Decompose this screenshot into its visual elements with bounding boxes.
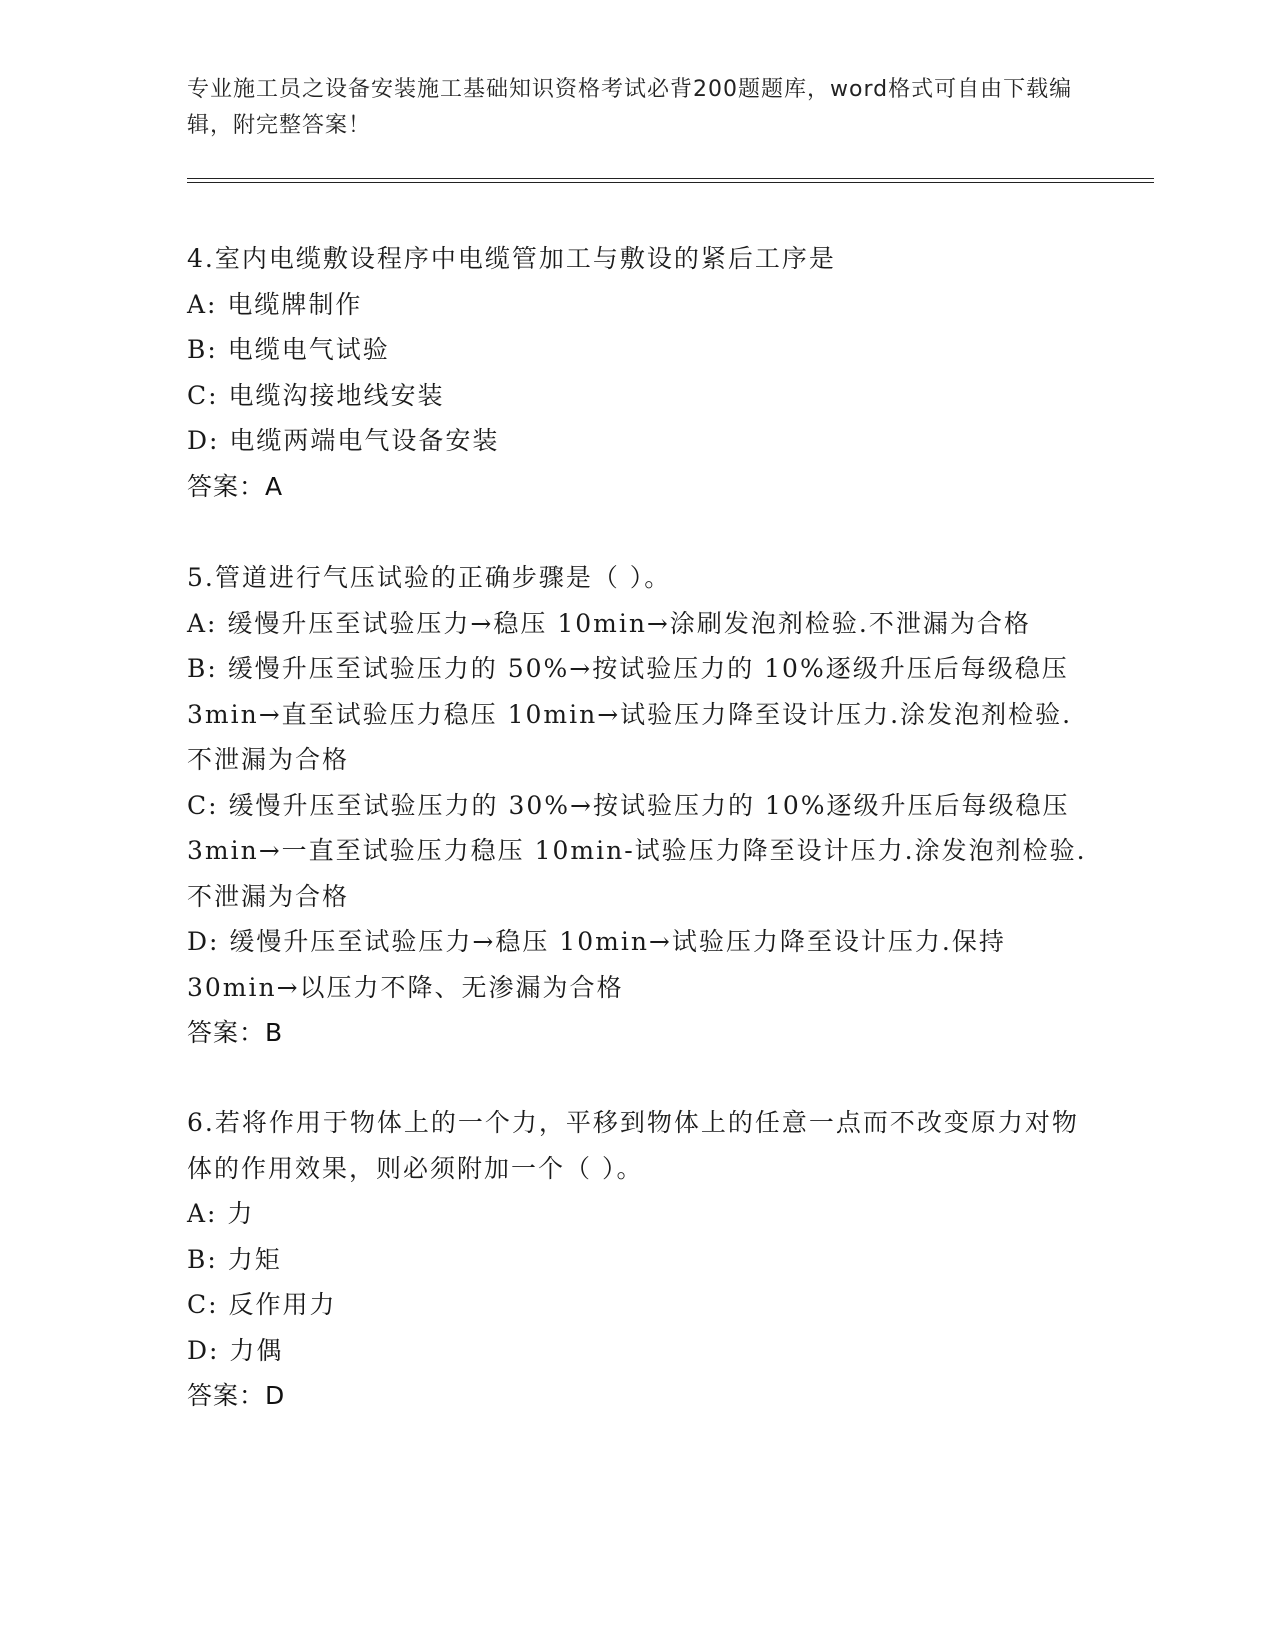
header-divider-bottom (187, 182, 1154, 183)
option-c: C: 反作用力 (187, 1290, 337, 1319)
question-stem: 5.管道进行气压试验的正确步骤是（ ）。 (187, 563, 672, 592)
question-5 (187, 555, 1087, 1056)
question-4 (187, 236, 1087, 509)
header-divider-top (187, 178, 1154, 179)
option-b: B: 缓慢升压至试验压力的 50%→按试验压力的 10%逐级升压后每级稳压 3min→直至试验压力稳压 10min→试验压力降至设计压力.涂发泡剂检验.不泄漏为合格 (187, 654, 1073, 774)
question-stem: 4.室内电缆敷设程序中电缆管加工与敷设的紧后工序是 (187, 244, 836, 273)
option-d: D: 电缆两端电气设备安装 (187, 426, 500, 455)
option-a: A: 缓慢升压至试验压力→稳压 10min→涂刷发泡剂检验.不泄漏为合格 (187, 608, 1031, 638)
option-a: A: 电缆牌制作 (187, 289, 363, 319)
option-d: D: 缓慢升压至试验压力→稳压 10min→试验压力降至设计压力.保持 30min→以压力不降、无渗漏为合格 (187, 927, 1006, 1002)
option-c: C: 电缆沟接地线安装 (187, 380, 445, 410)
option-b: B: 电缆电气试验 (187, 335, 390, 364)
option-d: D: 力偶 (187, 1335, 284, 1365)
answer: 答案：B (187, 1018, 284, 1047)
option-b: B: 力矩 (187, 1244, 282, 1274)
answer: 答案：D (187, 1381, 286, 1410)
document-header: 专业施工员之设备安装施工基础知识资格考试必背200题题库，word格式可自由下载编辑，附完整答案！ (187, 77, 1073, 138)
question-6 (187, 1100, 1087, 1419)
option-a: A: 力 (187, 1199, 255, 1228)
answer: 答案：A (187, 471, 284, 501)
option-c: C: 缓慢升压至试验压力的 30%→按试验压力的 10%逐级升压后每级稳压 3min→一直至试验压力稳压 10min-试验压力降至设计压力.涂发泡剂检验.不泄漏为合格 (187, 790, 1087, 911)
question-stem: 6.若将作用于物体上的一个力，平移到物体上的任意一点而不改变原力对物体的作用效果，则必须附加一个（ ）。 (187, 1108, 1079, 1183)
